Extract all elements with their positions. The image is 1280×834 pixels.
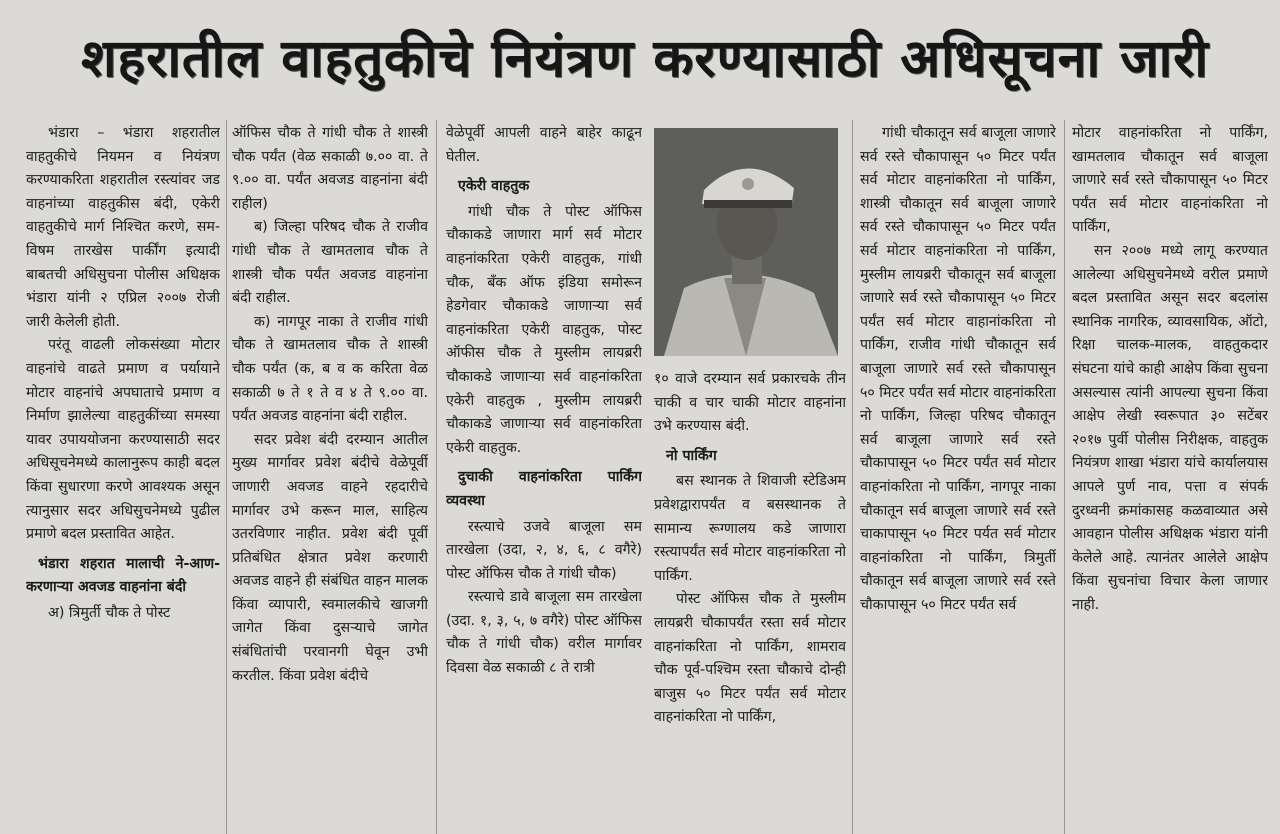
paragraph: मोटार वाहनांकरिता नो पार्किंग, खामतलाव चौकातून सर्व बाजूला जाणारे सर्व रस्ते चौकापासून ५० मिटर पर्यंत सर्व मोटार वाहनांकरिता नो पार्किंग, (1072, 125, 1268, 236)
subheading: एकेरी वाहतुक (458, 178, 530, 195)
headline: शहरातील वाहतुकीचे नियंत्रण करण्यासाठी अधिसूचना जारी (81, 29, 1209, 89)
column-divider (226, 120, 227, 834)
paragraph: गांधी चौक ते पोस्ट ऑफिस चौकाकडे जाणारा मार्ग सर्व मोटार वाहनांकरिता एकेरी वाहतुक, गांधी चौक, बँक ऑफ इंडिया समोरून हेडगेवार चौकाकडे जाणाऱ्या सर्व वाहनांकरिता एकेरी वाहतुक, पोस्ट ऑफीस चौक ते मुस्लीम लायब्ररी चौकाकडे जाणाऱ्या सर्व वाहनांकरिता एकेरी वाहतुक , मुस्लीम लायब्ररी चौकाकडे जाणाऱ्या सर्व वाहनांकरिता एकेरी वाहतुक. (446, 203, 642, 456)
article-column-5 (860, 122, 1056, 834)
paragraph: भंडारा – भंडारा शहरातील वाहतुकीचे नियमन व नियंत्रण करण्याकरिता शहरातील रस्त्यांवर जड वाहनांच्या वाहतुकीस बंदी, एकेरी वाहतुकीचे मार्ग निश्चित करणे, सम-विषम तारखेस पार्कींग इत्यादी बाबतची अधिसुचना पोलीस अधिक्षक भंडारा यांनी २ एप्रिल २००७ रोजी जारी केलेली होती. (26, 125, 220, 330)
paragraph: क) नागपूर नाका ते राजीव गांधी चौक ते खामतलाव चौक ते शास्त्री चौक पर्यंत (क, ब व क करिता वेळ सकाळी ७ ते १ ते व ४ ते ९.०० वा. पर्यंत अवजड वाहनांना बंदी राहील. (232, 313, 428, 425)
article-column-1 (26, 122, 220, 834)
paragraph: गांधी चौकातून सर्व बाजूला जाणारे सर्व रस्ते चौकापासून ५० मिटर पर्यंत सर्व मोटार वाहनांकरिता नो पार्किंग, शास्त्री चौकातून सर्व बाजूला जाणारे सर्व रस्ते चौकापासून ५० मिटर पर्यंत सर्व मोटार वाहनांकरिता नो पार्किंग, मुस्लीम लायब्ररी चौकातून सर्व बाजूला जाणारे सर्व रस्ते चौकापासून ५० मिटर पर्यंत सर्व मोटार वाहानांकरिता नो पार्किंग, राजीव गांधी चौकातून सर्व बाजूला जाणारे सर्व रस्ते चौकापासून ५० मिटर पर्यंत सर्व मोटार वाहनांकरिता नो पार्किंग, जिल्हा परिषद चौकातून सर्व बाजूला जाणारे सर्व रस्ते चौकापासून ५० मिटर पर्यंत सर्व मोटार वाहनांकरिता नो पार्किंग, नागपूर नाका चौकातून सर्व बाजूला जाणारे सर्व रस्ते चाकापासून ५० मिटर पर्यत सर्व मोटार वाहनांकरिता नो पार्किंग, त्रिमुर्ती चौकातून सर्व बाजूला जाणारे सर्व रस्ते चौकापासून ५० मिटर पर्यंत सर्व (860, 125, 1056, 613)
paragraph: सन २००७ मध्ये लागू करण्यात आलेल्या अधिसुचनेमध्ये वरील प्रमाणे बदल प्रस्तावित असून सदर बदलांस स्थानिक नागरिक, व्यावसायिक, ऑटो, रिक्षा चालक-मालक, वाहतुकदार संघटना यांचे काही आक्षेप किंवा सुचना असल्यास त्यांनी आपल्या सुचना किंवा आक्षेप लेखी स्वरूपात ३० सटेंबर २०१७ पुर्वी पोलीस निरीक्षक, वाहतुक नियंत्रण शाखा भंडारा यांचे कार्यालयास आपले पुर्ण नाव, पत्ता व संपर्क दुरध्वनी क्रमांकासह कळवाव्यात असे आवहान पोलीस अधिक्षक भंडारा यांनी केलेले आहे. त्यानंतर आलेले आक्षेप किंवा सुचनांचा विचार केला जाणार नाही. (1072, 242, 1268, 613)
subheading: दुचाकी वाहनांकरिता पार्किंग व्यवस्था (446, 469, 642, 509)
paragraph: ऑफिस चौक ते गांधी चौक ते शास्त्री चौक पर्यंत (वेळ सकाळी ७.०० वा. ते ९.०० वा. पर्यंत अवजड वाहनांना बंदी राहील) (232, 125, 428, 212)
paragraph: सदर प्रवेश बंदी दरम्यान आतील मुख्य मार्गावर प्रवेश बंदीचे वेळेपूर्वी जाणारी अवजड वाहने रहदारीचे मार्गावर उभे करून माल, साहित्य उतरविणार नाहीत. प्रवेश बंदी पूर्वी प्रतिबंधित क्षेत्रात प्रवेश करणारी अवजड वाहने ही संबंधित वाहन मालक किंवा व्यापारी, स्वमालकीचे खाजगी जागेत किंवा दुसऱ्याचे जागेत संबंधितांची परवानगी घेवून उभी करतील. किंवा प्रवेश बंदीचे (232, 431, 428, 684)
paragraph: रस्त्याचे उजवे बाजूला सम तारखेला (उदा, २, ४, ६, ८ वगैरे) पोस्ट ऑफिस चौक ते गांधी चौक) (446, 518, 642, 582)
paragraph: बस स्थानक ते शिवाजी स्टेडिअम प्रवेशद्वारापर्यंत व बसस्थानक ते सामान्य रूग्णालय कडे जाणारा रस्त्यापर्यंत सर्व मोटार वाहनांकरिता नो पार्किंग. (654, 473, 846, 584)
article-column-4 (654, 368, 846, 834)
paragraph: पोस्ट ऑफिस चौक ते मुस्लीम लायब्ररी चौकापर्यंत रस्ता सर्व मोटार वाहनांकरिता नो पार्किंग, शामराव चौक पूर्व-पश्चिम रस्ता चौकाचे दोन्ही बाजुस ५० मिटर पर्यंत सर्व मोटार वाहनांकरिता नो पार्किंग, (654, 591, 846, 726)
column-divider (436, 120, 437, 834)
article-column-6 (1072, 122, 1268, 834)
article-column-2 (232, 122, 428, 834)
column-divider (852, 120, 853, 834)
column-divider (1064, 120, 1065, 834)
paragraph: परंतू वाढली लोकसंख्या मोटार वाहनांचे वाढते प्रमाण व पर्यायाने मोटार वाहनांचे अपघाताचे प्रमाण व निर्माण झालेल्या वाहतुकींच्या समस्या यावर उपाययोजना करण्यासाठी सदर अधिसूचनेमध्ये कालानुरूप काही बदल किंवा सुधारणा करणे आवश्यक असून त्यानुसार सदर अधिसुचनेमध्ये पुढील प्रमाणे बदल प्रस्तावित आहेत. (26, 337, 220, 543)
article-column-3 (446, 122, 642, 834)
paragraph: अ) त्रिमुर्ती चौक ते पोस्ट (48, 604, 171, 621)
paragraph: ब) जिल्हा परिषद चौक ते राजीव गांधी चौक ते खामतलाव चौक ते शास्त्री चौक पर्यंत अवजड वाहनांना बंदी राहील. (232, 219, 428, 307)
paragraph: रस्त्याचे डावे बाजूला सम तारखेला (उदा. १, ३, ५, ७ वगैरे) पोस्ट ऑफिस चौक ते गांधी चौक) वरील मार्गावर दिवसा वेळ सकाळी ८ ते रात्री (446, 589, 642, 677)
subheading: नो पार्किंग (666, 447, 717, 464)
paragraph: १० वाजे दरम्यान सर्व प्रकारचके तीन चाकी व चार चाकी मोटार वाहनांना उभे करण्यास बंदी. (654, 371, 846, 435)
officer-photo (654, 128, 838, 356)
subheading: भंडारा शहरात मालाची ने-आण-करणाऱ्या अवजड वाहनांना बंदी (26, 555, 220, 596)
paragraph: वेळेपूर्वी आपली वाहने बाहेर काढून घेतील. (446, 125, 642, 165)
